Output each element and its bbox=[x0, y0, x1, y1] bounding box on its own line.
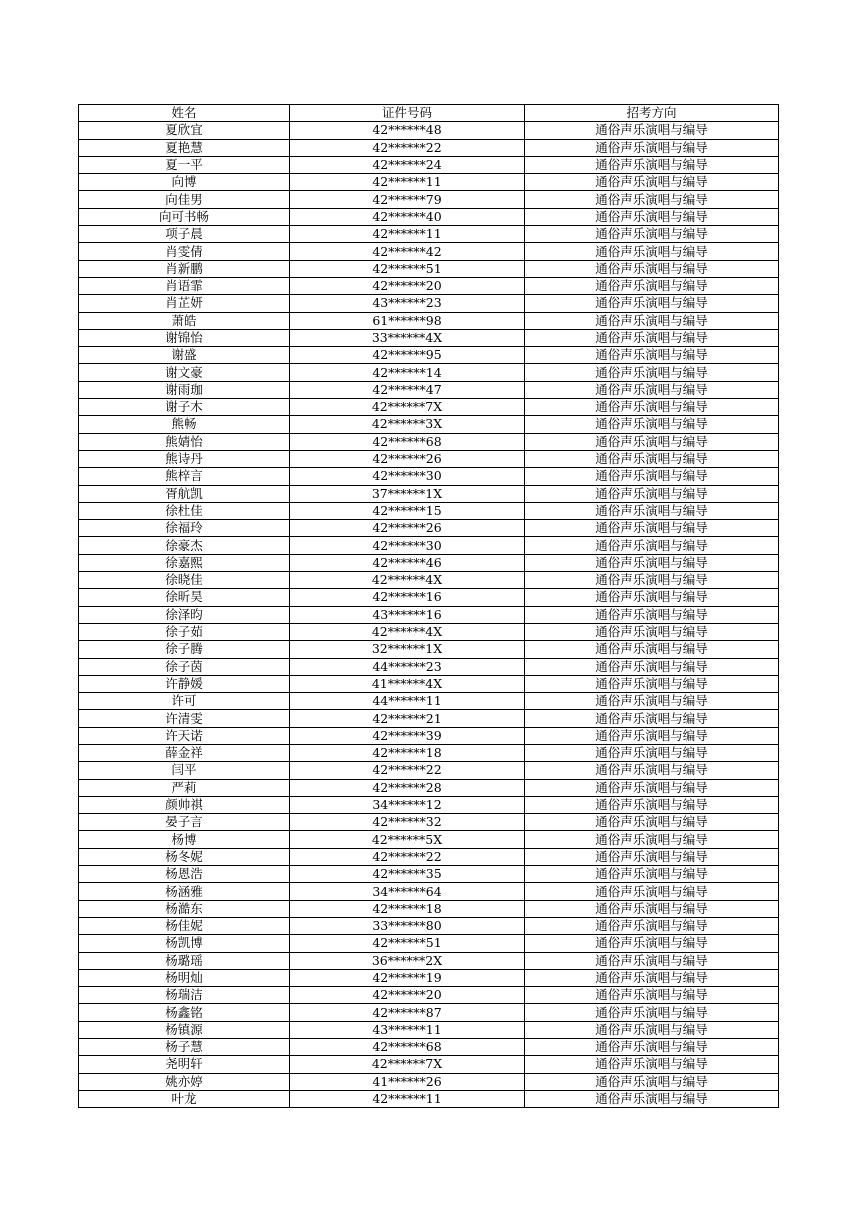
table-row bbox=[79, 208, 779, 225]
cell-direction: 通俗声乐演唱与编导 bbox=[525, 554, 779, 571]
table-row bbox=[79, 623, 779, 640]
table-row bbox=[79, 900, 779, 917]
table-row bbox=[79, 520, 779, 537]
cell-id-number: 42******30 bbox=[290, 468, 525, 485]
table-row bbox=[79, 935, 779, 952]
cell-name: 徐子腾 bbox=[79, 641, 290, 658]
table-row bbox=[79, 779, 779, 796]
cell-direction: 通俗声乐演唱与编导 bbox=[525, 883, 779, 900]
cell-id-number: 42******95 bbox=[290, 347, 525, 364]
cell-id-number: 43******16 bbox=[290, 606, 525, 623]
table-row bbox=[79, 1039, 779, 1056]
table-row bbox=[79, 866, 779, 883]
cell-direction: 通俗声乐演唱与编导 bbox=[525, 433, 779, 450]
table-row bbox=[79, 502, 779, 519]
cell-direction: 通俗声乐演唱与编导 bbox=[525, 987, 779, 1004]
table-row bbox=[79, 260, 779, 277]
table-row bbox=[79, 1056, 779, 1073]
table-row bbox=[79, 606, 779, 623]
table-row bbox=[79, 658, 779, 675]
cell-name: 肖雯倩 bbox=[79, 243, 290, 260]
cell-name: 徐福玲 bbox=[79, 520, 290, 537]
cell-direction: 通俗声乐演唱与编导 bbox=[525, 762, 779, 779]
table-row bbox=[79, 762, 779, 779]
cell-name: 肖语霏 bbox=[79, 277, 290, 294]
cell-name: 熊婧怡 bbox=[79, 433, 290, 450]
cell-id-number: 44******23 bbox=[290, 658, 525, 675]
cell-direction: 通俗声乐演唱与编导 bbox=[525, 502, 779, 519]
cell-id-number: 42******11 bbox=[290, 1090, 525, 1107]
cell-direction: 通俗声乐演唱与编导 bbox=[525, 969, 779, 986]
cell-direction: 通俗声乐演唱与编导 bbox=[525, 606, 779, 623]
cell-id-number: 42******48 bbox=[290, 122, 525, 139]
table-row bbox=[79, 1090, 779, 1107]
table-row bbox=[79, 710, 779, 727]
table-row bbox=[79, 450, 779, 467]
cell-id-number: 42******26 bbox=[290, 450, 525, 467]
cell-id-number: 43******23 bbox=[290, 295, 525, 312]
cell-direction: 通俗声乐演唱与编导 bbox=[525, 727, 779, 744]
cell-id-number: 42******35 bbox=[290, 866, 525, 883]
cell-name: 杨明灿 bbox=[79, 969, 290, 986]
cell-id-number: 42******5X bbox=[290, 831, 525, 848]
cell-id-number: 44******11 bbox=[290, 693, 525, 710]
cell-id-number: 42******16 bbox=[290, 589, 525, 606]
cell-name: 杨佳妮 bbox=[79, 917, 290, 934]
cell-direction: 通俗声乐演唱与编导 bbox=[525, 468, 779, 485]
cell-id-number: 42******79 bbox=[290, 191, 525, 208]
cell-direction: 通俗声乐演唱与编导 bbox=[525, 139, 779, 156]
cell-name: 徐子茵 bbox=[79, 658, 290, 675]
cell-id-number: 61******98 bbox=[290, 312, 525, 329]
cell-name: 熊梓言 bbox=[79, 468, 290, 485]
header-direction: 招考方向 bbox=[525, 105, 779, 122]
cell-name: 徐泽昀 bbox=[79, 606, 290, 623]
cell-id-number: 36******2X bbox=[290, 952, 525, 969]
cell-direction: 通俗声乐演唱与编导 bbox=[525, 1004, 779, 1021]
cell-id-number: 42******18 bbox=[290, 744, 525, 761]
table-row bbox=[79, 883, 779, 900]
cell-direction: 通俗声乐演唱与编导 bbox=[525, 226, 779, 243]
table-row bbox=[79, 1073, 779, 1090]
table-row bbox=[79, 796, 779, 813]
table-row bbox=[79, 814, 779, 831]
cell-name: 晏子言 bbox=[79, 814, 290, 831]
cell-direction: 通俗声乐演唱与编导 bbox=[525, 1073, 779, 1090]
cell-direction: 通俗声乐演唱与编导 bbox=[525, 329, 779, 346]
cell-direction: 通俗声乐演唱与编导 bbox=[525, 208, 779, 225]
table-row bbox=[79, 1021, 779, 1038]
table-row bbox=[79, 641, 779, 658]
cell-id-number: 42******19 bbox=[290, 969, 525, 986]
cell-name: 徐杜佳 bbox=[79, 502, 290, 519]
cell-direction: 通俗声乐演唱与编导 bbox=[525, 312, 779, 329]
cell-direction: 通俗声乐演唱与编导 bbox=[525, 191, 779, 208]
table-row bbox=[79, 572, 779, 589]
cell-name: 杨子慧 bbox=[79, 1039, 290, 1056]
cell-name: 杨恩浩 bbox=[79, 866, 290, 883]
cell-name: 熊诗丹 bbox=[79, 450, 290, 467]
cell-direction: 通俗声乐演唱与编导 bbox=[525, 537, 779, 554]
cell-id-number: 42******11 bbox=[290, 226, 525, 243]
table-row bbox=[79, 1004, 779, 1021]
cell-direction: 通俗声乐演唱与编导 bbox=[525, 1056, 779, 1073]
cell-name: 严莉 bbox=[79, 779, 290, 796]
cell-id-number: 42******7X bbox=[290, 399, 525, 416]
cell-direction: 通俗声乐演唱与编导 bbox=[525, 658, 779, 675]
table-row bbox=[79, 277, 779, 294]
cell-id-number: 37******1X bbox=[290, 485, 525, 502]
cell-id-number: 32******1X bbox=[290, 641, 525, 658]
cell-name: 向可书畅 bbox=[79, 208, 290, 225]
table-row bbox=[79, 537, 779, 554]
cell-name: 徐子茹 bbox=[79, 623, 290, 640]
cell-id-number: 42******22 bbox=[290, 139, 525, 156]
cell-name: 谢锦怡 bbox=[79, 329, 290, 346]
cell-direction: 通俗声乐演唱与编导 bbox=[525, 1021, 779, 1038]
cell-direction: 通俗声乐演唱与编导 bbox=[525, 1039, 779, 1056]
cell-id-number: 43******11 bbox=[290, 1021, 525, 1038]
cell-direction: 通俗声乐演唱与编导 bbox=[525, 848, 779, 865]
cell-id-number: 42******39 bbox=[290, 727, 525, 744]
table-row bbox=[79, 693, 779, 710]
table-row bbox=[79, 831, 779, 848]
cell-name: 项子晨 bbox=[79, 226, 290, 243]
table-row bbox=[79, 848, 779, 865]
table-row bbox=[79, 191, 779, 208]
cell-id-number: 34******64 bbox=[290, 883, 525, 900]
cell-name: 杨鑫铭 bbox=[79, 1004, 290, 1021]
cell-direction: 通俗声乐演唱与编导 bbox=[525, 779, 779, 796]
cell-name: 谢文豪 bbox=[79, 364, 290, 381]
cell-direction: 通俗声乐演唱与编导 bbox=[525, 641, 779, 658]
cell-name: 夏艳慧 bbox=[79, 139, 290, 156]
table-row bbox=[79, 174, 779, 191]
table-row bbox=[79, 416, 779, 433]
cell-direction: 通俗声乐演唱与编导 bbox=[525, 693, 779, 710]
table-row bbox=[79, 381, 779, 398]
cell-direction: 通俗声乐演唱与编导 bbox=[525, 900, 779, 917]
table-row bbox=[79, 139, 779, 156]
cell-id-number: 42******4X bbox=[290, 623, 525, 640]
cell-name: 许天诺 bbox=[79, 727, 290, 744]
cell-name: 徐昕昊 bbox=[79, 589, 290, 606]
cell-id-number: 34******12 bbox=[290, 796, 525, 813]
table-row bbox=[79, 917, 779, 934]
cell-id-number: 42******28 bbox=[290, 779, 525, 796]
header-id-number: 证件号码 bbox=[290, 105, 525, 122]
cell-id-number: 42******42 bbox=[290, 243, 525, 260]
cell-name: 颜帅祺 bbox=[79, 796, 290, 813]
cell-direction: 通俗声乐演唱与编导 bbox=[525, 744, 779, 761]
cell-direction: 通俗声乐演唱与编导 bbox=[525, 122, 779, 139]
cell-id-number: 42******51 bbox=[290, 260, 525, 277]
table-row bbox=[79, 468, 779, 485]
cell-id-number: 42******11 bbox=[290, 174, 525, 191]
cell-name: 杨澔东 bbox=[79, 900, 290, 917]
cell-direction: 通俗声乐演唱与编导 bbox=[525, 623, 779, 640]
cell-name: 谢雨珈 bbox=[79, 381, 290, 398]
cell-id-number: 42******15 bbox=[290, 502, 525, 519]
cell-name: 尧明轩 bbox=[79, 1056, 290, 1073]
cell-name: 夏欣宜 bbox=[79, 122, 290, 139]
table-row bbox=[79, 329, 779, 346]
cell-direction: 通俗声乐演唱与编导 bbox=[525, 243, 779, 260]
table-row bbox=[79, 589, 779, 606]
cell-direction: 通俗声乐演唱与编导 bbox=[525, 710, 779, 727]
cell-id-number: 42******22 bbox=[290, 848, 525, 865]
cell-name: 谢盛 bbox=[79, 347, 290, 364]
cell-id-number: 42******68 bbox=[290, 1039, 525, 1056]
cell-direction: 通俗声乐演唱与编导 bbox=[525, 814, 779, 831]
cell-name: 萧皓 bbox=[79, 312, 290, 329]
cell-name: 杨博 bbox=[79, 831, 290, 848]
table-row bbox=[79, 243, 779, 260]
cell-name: 徐晓佳 bbox=[79, 572, 290, 589]
cell-name: 杨冬妮 bbox=[79, 848, 290, 865]
applicant-table bbox=[78, 104, 779, 1108]
cell-name: 薛金祥 bbox=[79, 744, 290, 761]
cell-name: 谢子木 bbox=[79, 399, 290, 416]
cell-id-number: 42******24 bbox=[290, 156, 525, 173]
table-row bbox=[79, 485, 779, 502]
table-row bbox=[79, 295, 779, 312]
cell-direction: 通俗声乐演唱与编导 bbox=[525, 295, 779, 312]
cell-id-number: 42******20 bbox=[290, 277, 525, 294]
table-row bbox=[79, 399, 779, 416]
cell-direction: 通俗声乐演唱与编导 bbox=[525, 364, 779, 381]
cell-name: 姚亦婷 bbox=[79, 1073, 290, 1090]
cell-id-number: 41******26 bbox=[290, 1073, 525, 1090]
table-row bbox=[79, 156, 779, 173]
cell-name: 徐嘉熙 bbox=[79, 554, 290, 571]
cell-id-number: 42******14 bbox=[290, 364, 525, 381]
cell-direction: 通俗声乐演唱与编导 bbox=[525, 485, 779, 502]
cell-id-number: 33******4X bbox=[290, 329, 525, 346]
cell-direction: 通俗声乐演唱与编导 bbox=[525, 675, 779, 692]
cell-id-number: 42******51 bbox=[290, 935, 525, 952]
cell-id-number: 42******26 bbox=[290, 520, 525, 537]
cell-id-number: 42******21 bbox=[290, 710, 525, 727]
table-row bbox=[79, 433, 779, 450]
cell-name: 向佳男 bbox=[79, 191, 290, 208]
cell-name: 杨凯博 bbox=[79, 935, 290, 952]
cell-name: 夏一平 bbox=[79, 156, 290, 173]
cell-direction: 通俗声乐演唱与编导 bbox=[525, 572, 779, 589]
table-row bbox=[79, 347, 779, 364]
table-row bbox=[79, 727, 779, 744]
table-row bbox=[79, 364, 779, 381]
cell-direction: 通俗声乐演唱与编导 bbox=[525, 952, 779, 969]
table-row bbox=[79, 312, 779, 329]
cell-name: 肖新鹏 bbox=[79, 260, 290, 277]
table-body bbox=[79, 122, 779, 1108]
cell-direction: 通俗声乐演唱与编导 bbox=[525, 277, 779, 294]
cell-name: 许清雯 bbox=[79, 710, 290, 727]
cell-id-number: 42******18 bbox=[290, 900, 525, 917]
cell-direction: 通俗声乐演唱与编导 bbox=[525, 831, 779, 848]
cell-id-number: 42******87 bbox=[290, 1004, 525, 1021]
cell-name: 杨璐瑶 bbox=[79, 952, 290, 969]
applicant-list-sheet bbox=[78, 104, 779, 1108]
cell-direction: 通俗声乐演唱与编导 bbox=[525, 589, 779, 606]
cell-name: 向博 bbox=[79, 174, 290, 191]
cell-direction: 通俗声乐演唱与编导 bbox=[525, 520, 779, 537]
cell-name: 闫平 bbox=[79, 762, 290, 779]
cell-direction: 通俗声乐演唱与编导 bbox=[525, 399, 779, 416]
cell-direction: 通俗声乐演唱与编导 bbox=[525, 156, 779, 173]
table-row bbox=[79, 987, 779, 1004]
cell-direction: 通俗声乐演唱与编导 bbox=[525, 796, 779, 813]
cell-direction: 通俗声乐演唱与编导 bbox=[525, 935, 779, 952]
cell-id-number: 42******47 bbox=[290, 381, 525, 398]
header-name: 姓名 bbox=[79, 105, 290, 122]
cell-id-number: 42******3X bbox=[290, 416, 525, 433]
cell-name: 熊畅 bbox=[79, 416, 290, 433]
cell-name: 胥航凯 bbox=[79, 485, 290, 502]
cell-name: 杨镇源 bbox=[79, 1021, 290, 1038]
cell-name: 杨涵雅 bbox=[79, 883, 290, 900]
table-row bbox=[79, 554, 779, 571]
table-row bbox=[79, 969, 779, 986]
cell-direction: 通俗声乐演唱与编导 bbox=[525, 917, 779, 934]
cell-name: 叶龙 bbox=[79, 1090, 290, 1107]
cell-id-number: 42******46 bbox=[290, 554, 525, 571]
cell-id-number: 41******4X bbox=[290, 675, 525, 692]
cell-id-number: 42******20 bbox=[290, 987, 525, 1004]
cell-id-number: 42******30 bbox=[290, 537, 525, 554]
table-row bbox=[79, 226, 779, 243]
cell-direction: 通俗声乐演唱与编导 bbox=[525, 260, 779, 277]
cell-direction: 通俗声乐演唱与编导 bbox=[525, 416, 779, 433]
cell-direction: 通俗声乐演唱与编导 bbox=[525, 174, 779, 191]
cell-id-number: 42******32 bbox=[290, 814, 525, 831]
cell-id-number: 42******22 bbox=[290, 762, 525, 779]
cell-id-number: 42******40 bbox=[290, 208, 525, 225]
table-row bbox=[79, 675, 779, 692]
cell-direction: 通俗声乐演唱与编导 bbox=[525, 347, 779, 364]
cell-name: 肖芷妍 bbox=[79, 295, 290, 312]
table-row bbox=[79, 122, 779, 139]
cell-id-number: 42******4X bbox=[290, 572, 525, 589]
cell-id-number: 42******7X bbox=[290, 1056, 525, 1073]
cell-direction: 通俗声乐演唱与编导 bbox=[525, 450, 779, 467]
cell-id-number: 42******68 bbox=[290, 433, 525, 450]
cell-name: 徐豪杰 bbox=[79, 537, 290, 554]
cell-id-number: 33******80 bbox=[290, 917, 525, 934]
cell-name: 杨瑞洁 bbox=[79, 987, 290, 1004]
cell-direction: 通俗声乐演唱与编导 bbox=[525, 866, 779, 883]
table-row bbox=[79, 952, 779, 969]
cell-direction: 通俗声乐演唱与编导 bbox=[525, 1090, 779, 1107]
cell-direction: 通俗声乐演唱与编导 bbox=[525, 381, 779, 398]
cell-name: 许静媛 bbox=[79, 675, 290, 692]
table-row bbox=[79, 744, 779, 761]
table-header-row bbox=[79, 105, 779, 122]
cell-name: 许可 bbox=[79, 693, 290, 710]
